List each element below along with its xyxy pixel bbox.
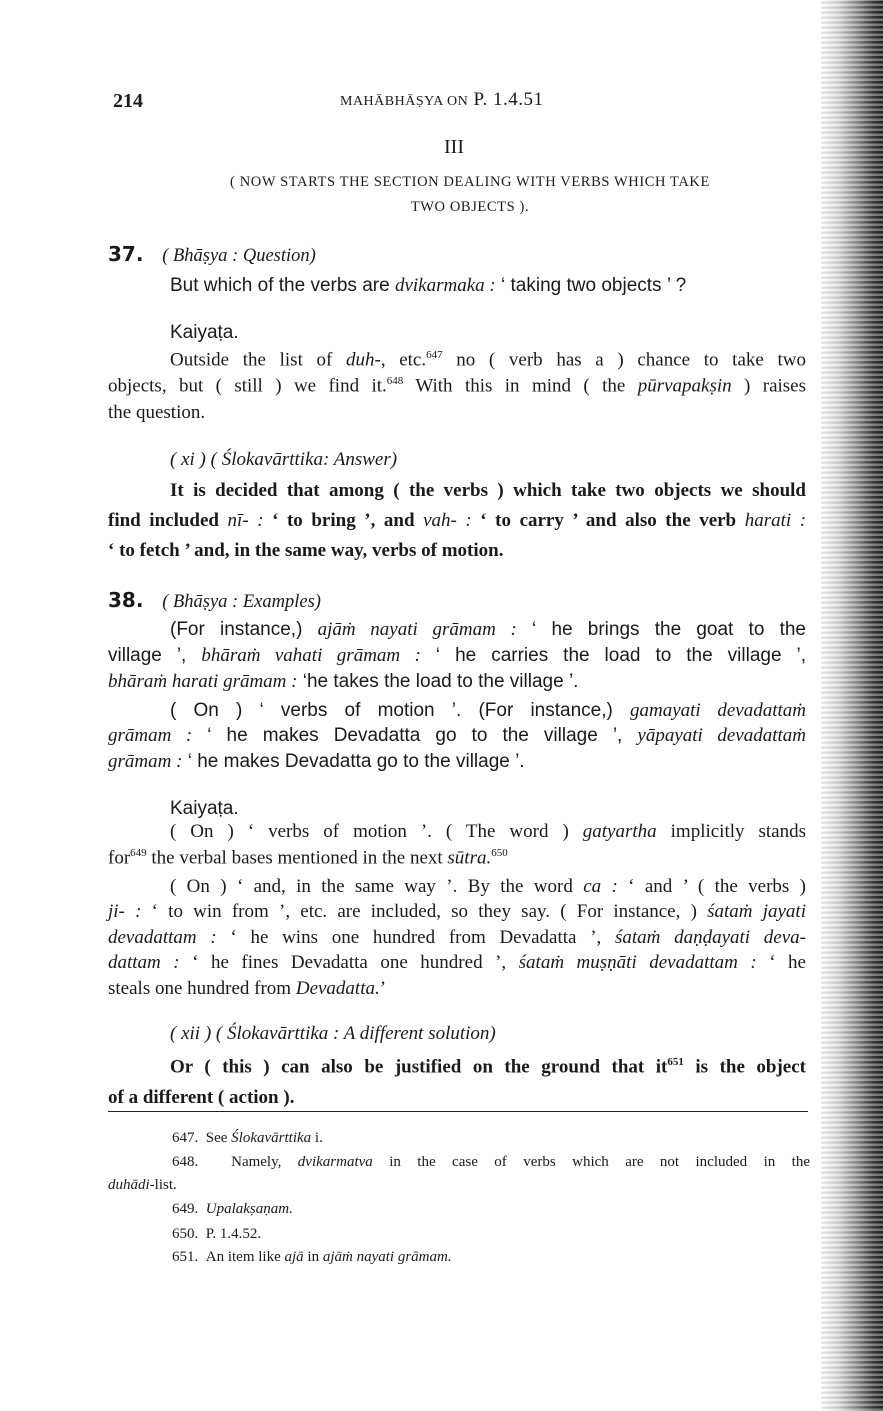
example-line [108, 725, 806, 747]
verse-line [108, 510, 806, 532]
text: ’ [379, 978, 387, 999]
text-line: the question. [108, 402, 206, 423]
sanskrit-term: yāpayati devadattaṁ [637, 725, 806, 746]
footnote-ref: 651 [667, 1056, 684, 1068]
text: With this in mind ( the [403, 375, 638, 397]
text: ( On ) ‘ and, in the same way ’. By the word [170, 876, 584, 897]
footnote-ref: 647 [426, 349, 443, 361]
paragraph-38-heading [108, 588, 808, 613]
example-line [108, 645, 806, 667]
kaiyata-heading: Kaiyaṭa. [170, 798, 239, 819]
example-line [170, 700, 806, 722]
text: ) raises [731, 375, 806, 397]
running-title: MAHĀBHĀṢYA ON [340, 94, 469, 109]
text: ( On ) ‘ verbs of motion ’. (For instance,) [170, 700, 630, 721]
footnote-648-cont [108, 1177, 177, 1194]
text: ‘ he makes Devadatta go to the village ’, [192, 725, 638, 746]
text: is the object [683, 1056, 806, 1078]
text: in the case of verbs which are not included in the [372, 1154, 811, 1170]
text: no ( verb has a ) chance to take two [442, 349, 806, 371]
text: ‘ he brings the goat to the [516, 619, 806, 640]
footnote-ref: 648 [386, 375, 404, 387]
text: steals one hundred from [108, 978, 296, 999]
section-label: ( xi ) ( Ślokavārttika: Answer) [170, 449, 398, 470]
sanskrit-term: Devadatta. [295, 978, 380, 999]
text: implicitly stands [656, 821, 807, 842]
page-number: 214 [113, 90, 143, 112]
text-line [108, 847, 808, 869]
text: ‘he takes the load to the village ’. [297, 671, 579, 692]
footnote-649 [172, 1201, 293, 1218]
example-line [170, 619, 806, 641]
verse-line: ‘ to fetch ’ and, in the same way, verbs of motion. [108, 540, 504, 561]
text-line [170, 821, 806, 843]
question-line [170, 275, 810, 297]
text-line [170, 876, 806, 898]
text-line [108, 927, 806, 949]
kaiyata-heading: Kaiyaṭa. [170, 322, 239, 343]
text: (For instance,) [170, 619, 318, 640]
verse-line: of a different ( action ). [108, 1087, 295, 1108]
text: objects, but ( still ) we find it. [108, 375, 387, 397]
verse-line: It is decided that among ( the verbs ) which take two objects we should [170, 480, 806, 501]
footnote-651 [172, 1249, 452, 1266]
section-intro [170, 170, 770, 220]
paragraph-number: 38. [108, 588, 144, 612]
section-number: III [444, 136, 464, 158]
footnote-number: 649. [172, 1201, 199, 1217]
text-line [108, 375, 806, 397]
text: ‘ he fines Devadatta one hundred ’, [179, 952, 519, 973]
page-edge-shadow [821, 0, 883, 1411]
sanskrit-term: bhāraṁ vahati grāmam : [201, 645, 421, 666]
text: ‘ and ’ ( the verbs ) [617, 876, 806, 897]
sanskrit-term: ajā [284, 1249, 304, 1265]
section-label: ( Bhāṣya : Question) [162, 246, 316, 266]
text-line [170, 349, 806, 371]
example-line [108, 671, 808, 693]
footnote-650 [172, 1226, 261, 1243]
text: An item like [205, 1249, 285, 1265]
text: village ’, [108, 645, 202, 666]
text: Outside the list of [170, 349, 346, 371]
example-line [108, 751, 808, 773]
sanskrit-term: dvikarmatva [297, 1154, 373, 1170]
sanskrit-term: dvikarmaka : [394, 275, 496, 296]
text: ‘ to bring ’, and [263, 510, 424, 531]
footnote-ref: 650 [491, 847, 508, 859]
text: ( On ) ‘ verbs of motion ’. ( The word ) [170, 821, 583, 842]
sanskrit-term: pūrvapakṣin [637, 375, 732, 397]
sanskrit-term: sūtra. [447, 847, 492, 869]
text: ‘ he [756, 952, 806, 973]
sanskrit-term: grāmam : [108, 725, 193, 746]
running-header [340, 89, 543, 111]
footnote-number: 650. [172, 1226, 199, 1242]
section-label: ( xii ) ( Ślokavārttika : A different solution) [170, 1023, 496, 1044]
sanskrit-term: gatyartha [582, 821, 657, 842]
text: , etc. [380, 349, 427, 371]
verse-line [170, 1056, 806, 1078]
sanskrit-term: ca : [583, 876, 618, 897]
sanskrit-term: vah- : [423, 510, 472, 531]
sanskrit-term: ji- : [108, 901, 142, 922]
text: the verbal bases mentioned in the next [146, 847, 448, 869]
sanskrit-term: dattam : [108, 952, 180, 973]
text: for [108, 847, 131, 869]
text: P. 1.4.52. [205, 1226, 262, 1242]
text: ‘ to carry ’ and also the verb [471, 510, 745, 531]
text: find included [108, 510, 228, 531]
paragraph-37-heading [108, 242, 808, 267]
text-line [108, 952, 806, 974]
sanskrit-term: Upalakṣaṇam. [205, 1201, 293, 1217]
text: i. [311, 1130, 323, 1146]
sanskrit-term: ajāṁ nayati grāmam. [322, 1249, 452, 1265]
text: ‘ he wins one hundred from Devadatta ’, [216, 927, 615, 948]
sanskrit-term: śataṁ jayati [707, 901, 806, 922]
sanskrit-term: bhāraṁ harati grāmam : [108, 671, 298, 692]
text: ‘ he carries the load to the village ’, [420, 645, 806, 666]
sanskrit-term: grāmam : [108, 751, 183, 772]
sanskrit-term: gamayati devadattaṁ [630, 700, 807, 721]
footnote-number: 648. [172, 1154, 199, 1170]
text: in [303, 1249, 323, 1265]
footnote-647 [172, 1130, 323, 1147]
running-reference: P. 1.4.51 [473, 89, 544, 110]
section-intro-line: TWO OBJECTS ). [410, 199, 530, 215]
text: But which of the verbs are [170, 275, 395, 296]
section-intro-line: ( NOW STARTS THE SECTION DEALING WITH VERBS WHICH TAKE [230, 174, 710, 190]
footnote-648 [172, 1154, 810, 1171]
section-label: ( Bhāṣya : Examples) [162, 592, 321, 612]
sanskrit-term: ajāṁ nayati grāmam : [317, 619, 517, 640]
text-line [108, 901, 806, 923]
footnote-divider [108, 1111, 808, 1112]
sanskrit-term: śataṁ daṇḍayati deva- [614, 927, 806, 948]
sanskrit-term: śataṁ muṣṇāti devadattam : [518, 952, 757, 973]
sanskrit-term: devadattam : [108, 927, 217, 948]
sanskrit-term: Ślokavārttika [231, 1130, 312, 1146]
text: -list. [149, 1177, 177, 1193]
footnote-number: 647. [172, 1130, 199, 1146]
sanskrit-term: nī- : [227, 510, 264, 531]
text: Namely, [231, 1154, 298, 1170]
text: ‘ to win from ’, etc. are included, so they say. ( For instance, ) [141, 901, 708, 922]
sanskrit-term: duhādi [108, 1177, 150, 1193]
text: See [205, 1130, 232, 1146]
sanskrit-term: duh- [345, 349, 381, 371]
footnote-number: 651. [172, 1249, 199, 1265]
sanskrit-term: harati : [744, 510, 807, 531]
text: Or ( this ) can also be justified on the ground that it [170, 1056, 668, 1078]
text: ‘ he makes Devadatta go to the village ’. [182, 751, 525, 772]
footnote-ref: 649 [130, 847, 147, 859]
text: ‘ taking two objects ’ ? [495, 275, 687, 296]
paragraph-number: 37. [108, 242, 144, 266]
text-line [108, 978, 808, 1000]
